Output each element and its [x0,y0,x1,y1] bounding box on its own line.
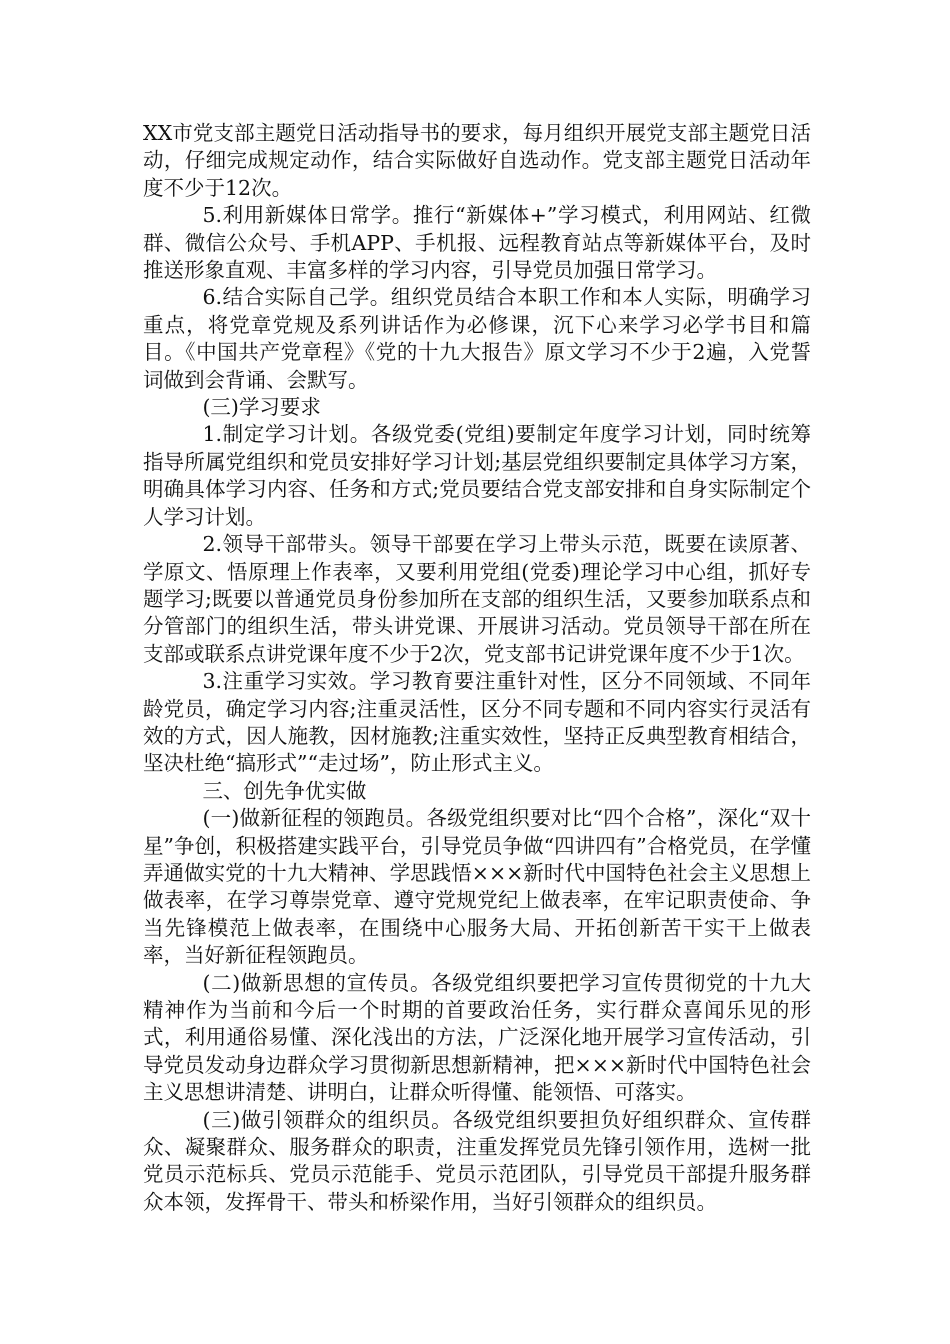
paragraph-requirement-3: 3.注重学习实效。学习教育要注重针对性，区分不同领域、不同年龄党员，确定学习内容;注重灵活性，区分不同专题和不同内容实行灵活有效的方式，因人施教，因材施教;注重实效性，坚持正反典型教育相结合，坚决杜绝“搞形式”“走过场”，防止形式主义。 [143,669,811,776]
paragraph-excellence-1: (一)做新征程的领跑员。各级党组织要对比“四个合格”，深化“双十星”争创，积极搭建实践平台，引导党员争做“四讲四有”合格党员，在学懂弄通做实党的十九大精神、学思践悟×××新时代中国特色社会主义思想上做表率，在学习尊崇党章、遵守党规党纪上做表率，在牢记职责使命、争当先锋模范上做表率，在围绕中心服务大局、开拓创新苦干实干上做表率，当好新征程领跑员。 [143,806,811,968]
paragraph-excellence-2: (二)做新思想的宣传员。各级党组织要把学习宣传贯彻党的十九大精神作为当前和今后一个时期的首要政治任务，实行群众喜闻乐见的形式，利用通俗易懂、深化浅出的方法，广泛深化地开展学习宣传活动，引导党员发动身边群众学习贯彻新思想新精神，把×××新时代中国特色社会主义思想讲清楚、讲明白，让群众听得懂、能领悟、可落实。 [143,970,811,1105]
paragraph-requirement-2: 2.领导干部带头。领导干部要在学习上带头示范，既要在读原著、学原文、悟原理上作表率，又要利用党组(党委)理论学习中心组，抓好专题学习;既要以普通党员身份参加所在支部的组织生活，又要参加联系点和分管部门的组织生活，带头讲党课、开展讲习活动。党员领导干部在所在支部或联系点讲党课年度不少于2次，党支部书记讲党课年度不少于1次。 [143,532,811,666]
paragraph-item-6: 6.结合实际自己学。组织党员结合本职工作和本人实际，明确学习重点，将党章党规及系列讲话作为必修课，沉下心来学习必学书目和篇目。《中国共产党章程》《党的十九大报告》原文学习不少于2遍，入党誓词做到会背诵、会默写。 [143,285,811,392]
section-heading-excellence: 三、创先争优实做 [202,778,367,803]
paragraph-requirement-1: 1.制定学习计划。各级党委(党组)要制定年度学习计划，同时统筹指导所属党组织和党员安排好学习计划;基层党组织要制定具体学习方案，明确具体学习内容、任务和方式;党员要结合党支部安排和自身实际制定个人学习计划。 [143,422,811,529]
section-heading-study-requirements: (三)学习要求 [202,395,321,420]
document-body [143,120,811,1216]
paragraph-continuation: XX市党支部主题党日活动指导书的要求，每月组织开展党支部主题党日活动，仔细完成规定动作，结合实际做好自选动作。党支部主题党日活动年度不少于12次。 [143,121,811,200]
paragraph-item-5: 5.利用新媒体日常学。推行“新媒体+”学习模式，利用网站、红微群、微信公众号、手机APP、手机报、远程教育站点等新媒体平台，及时推送形象直观、丰富多样的学习内容，引导党员加强日常学习。 [143,203,811,283]
paragraph-excellence-3: (三)做引领群众的组织员。各级党组织要担负好组织群众、宣传群众、凝聚群众、服务群众的职责，注重发挥党员先锋引领作用，选树一批党员示范标兵、党员示范能手、党员示范团队，引导党员干部提升服务群众本领，发挥骨干、带头和桥梁作用，当好引领群众的组织员。 [143,1107,811,1214]
